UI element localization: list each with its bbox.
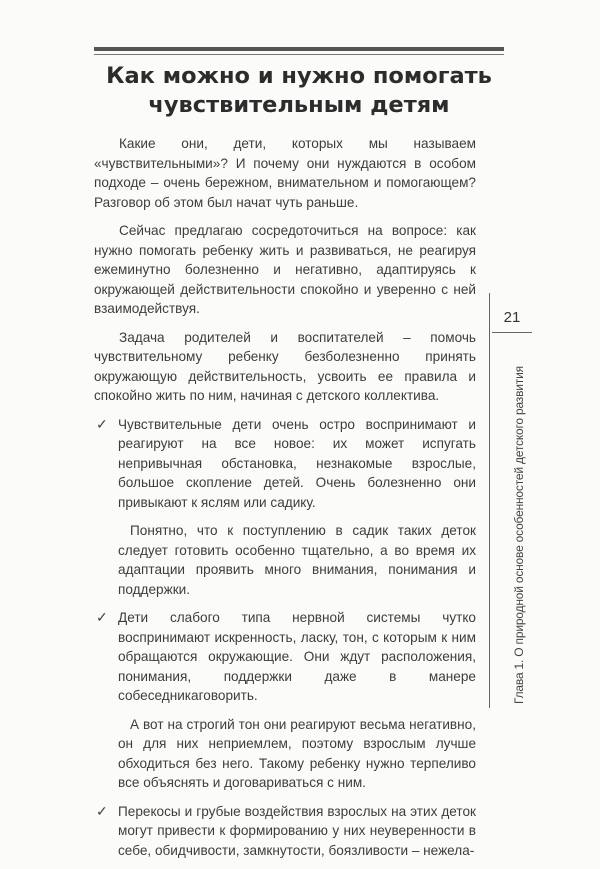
running-head: Глава 1. О природной основе особенностей детского развития [512,366,526,704]
bullet-text: Перекосы и грубые воздействия взрослых на этих деток могут привести к формированию у них неуверенности в себе, обидчивости, замкнутости, боязливости – нежела- [118,803,476,858]
page-number: 21 [503,309,521,326]
bullet-item-2 [94,608,476,793]
checkmark-icon: ✓ [96,802,108,819]
bullet-item-3 [94,802,476,861]
body-text [94,134,476,869]
top-rule-thin [94,54,504,55]
bullet-item-1 [94,415,476,600]
checkmark-icon: ✓ [96,609,108,625]
bullet-subparagraph: Понятно, что к поступлению в садик таких деток следует готовить особенно тщательно, а во время их адаптации проявить много внимания, понимания и поддержки. [118,523,476,597]
paragraph-3: Задача родителей и воспитателей – помочь чувствительному ребенку безболезненно принять окружающую действительность, усвоить ее правила и спокойно жить по ним, начиная с детского коллектива. [94,329,476,403]
bullet-text: Чувствительные дети очень остро воспринимают и реагируют на все новое: их может испугать непривычная обстановка, незнакомые взрослые, большое скопление детей. Очень болезненно они привыкают к яслям или садику. [118,416,476,510]
title-line-1: Как можно и нужно помогать [106,63,492,89]
chapter-section-title [94,62,504,120]
paragraph-1: Какие они, дети, которых мы называем «чувствительными»? И почему они нуждаются в особом подходе – очень бережном, внимательном и помогающем? Разговор об этом был начат чуть раньше. [94,136,476,210]
checkmark-icon: ✓ [96,415,108,432]
paragraph-2: Сейчас предлагаю сосредоточиться на вопросе: как нужно помогать ребенку жить и развиваться, не реагируя ежеминутно болезненно и негативно, адаптируясь к окружающей действительности спокойно и уверенно с ней взаимодействуя. [94,223,476,316]
top-rule [94,47,504,51]
page-number-rule [492,332,532,333]
bullet-text: Дети слабого типа нервной системы чутко воспринимают искренность, ласку, тон, с которым к ним обращаются окружающие. Они ждут расположения, понимания, поддержки даже в манере собеседникаговорить. [118,610,476,703]
bullet-subparagraph: А вот на строгий тон они реагируют весьма негативно, он для них неприемлем, поэтому взрослым лучше обходиться без него. Такому ребенку нужно терпеливо все объяснять и договариваться с ним. [118,716,476,790]
side-rule [489,293,490,708]
title-line-2: чувствительным детям [148,92,450,118]
